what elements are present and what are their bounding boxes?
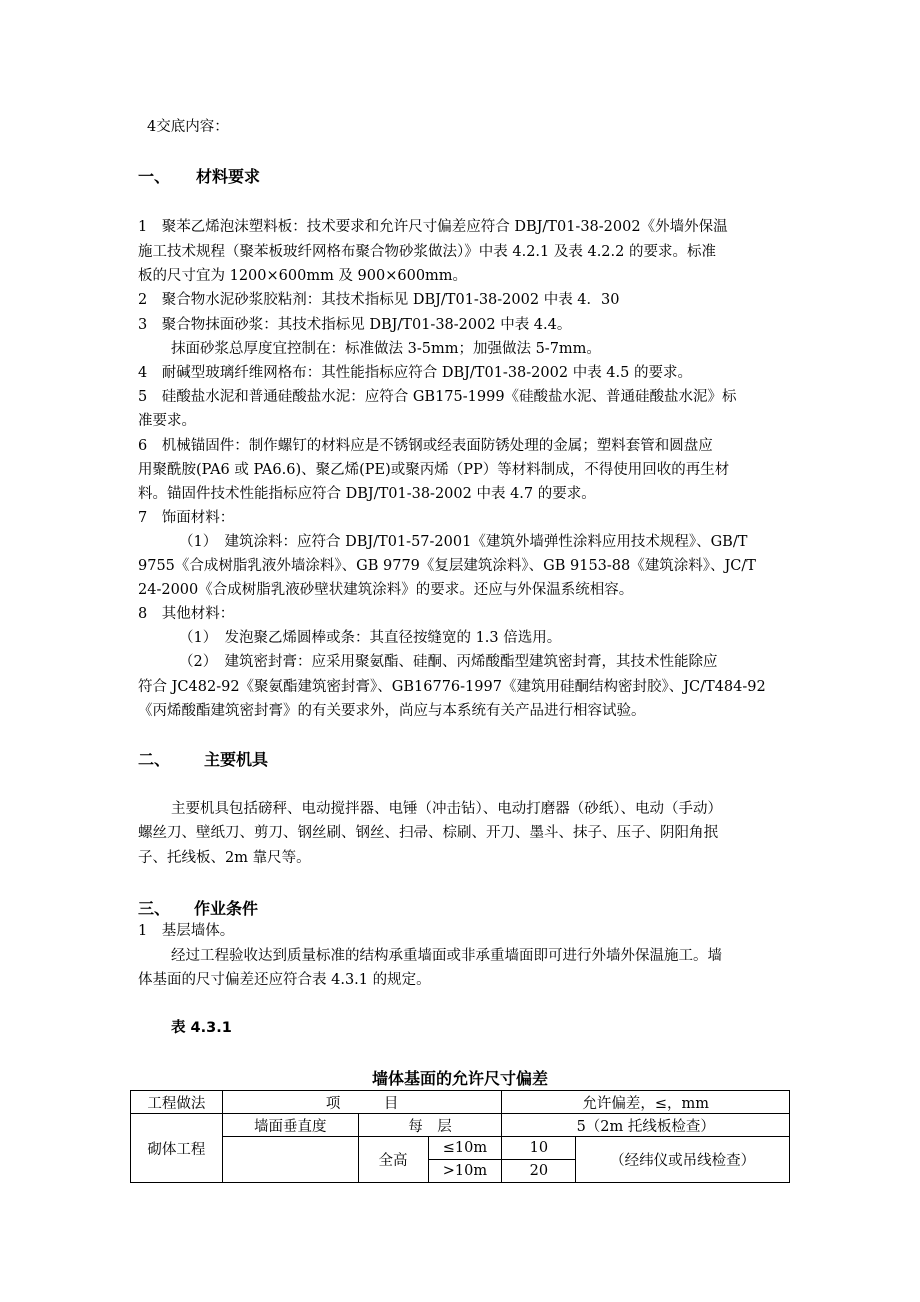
paragraph-line: 24-2000《合成树脂乳液砂壁状建筑涂料》的要求。还应与外保温系统相容。 bbox=[138, 582, 634, 598]
section-2-number: 二、 bbox=[138, 750, 171, 769]
cell-scope: 每 层 bbox=[358, 1114, 502, 1137]
table-row bbox=[131, 1114, 790, 1137]
paragraph-line: 料。锚固件技术性能指标应符合 DBJ/T01-38-2002 中表 4.7 的要求。 bbox=[138, 486, 596, 502]
paragraph-line: 9755《合成树脂乳液外墙涂料》、GB 9779《复层建筑涂料》、GB 9153-88《建筑涂料》、JC/T bbox=[138, 558, 756, 574]
paragraph-line: 7 饰面材料： bbox=[138, 510, 235, 526]
paragraph-line: 5 硅酸盐水泥和普通硅酸盐水泥：应符合 GB175-1999《硅酸盐水泥、普通硅酸盐水泥》标 bbox=[138, 389, 737, 405]
cell-item: 墙面垂直度 bbox=[222, 1114, 358, 1137]
paragraph-line: （1） 发泡聚乙烯圆棒或条：其直径按缝宽的 1.3 倍选用。 bbox=[179, 630, 562, 646]
cell-value: 20 bbox=[502, 1160, 576, 1183]
section-3-number: 三、 bbox=[138, 899, 171, 918]
paragraph-line: 2 聚合物水泥砂浆胶粘剂：其技术指标见 DBJ/T01-38-2002 中表 4．30 bbox=[138, 292, 620, 308]
paragraph-line: 《丙烯酸酯建筑密封膏》的有关要求外，尚应与本系统有关产品进行相容试验。 bbox=[138, 703, 646, 719]
paragraph-line: 用聚酰胺(PA6 或 PA6.6)、聚乙烯(PE)或聚丙烯（PP）等材料制成，不得使用回收的再生材 bbox=[138, 462, 730, 478]
table-title: 墙体基面的允许尺寸偏差 bbox=[371, 1069, 548, 1088]
paragraph-line: 准要求。 bbox=[138, 413, 196, 429]
section-2-title: 主要机具 bbox=[204, 750, 269, 769]
table-label: 表 4.3.1 bbox=[171, 1020, 232, 1036]
paragraph-line: 1 聚苯乙烯泡沫塑料板：技术要求和允许尺寸偏差应符合 DBJ/T01-38-2002《外墙外保温 bbox=[138, 219, 728, 235]
section-1-number: 一、 bbox=[138, 167, 171, 186]
cell-condition: ≤10m bbox=[428, 1137, 502, 1160]
paragraph-line: 抹面砂浆总厚度宜控制在：标准做法 3-5mm；加强做法 5-7mm。 bbox=[171, 341, 601, 357]
cell-scope: 全高 bbox=[358, 1137, 428, 1183]
paragraph-line: 施工技术规程（聚苯板玻纤网格布聚合物砂浆做法）》中表 4.2.1 及表 4.2.2 的要求。标准 bbox=[138, 244, 716, 260]
paragraph-line: 子、托线板、2m 靠尺等。 bbox=[138, 850, 311, 866]
paragraph-line: 体基面的尺寸偏差还应符合表 4.3.1 的规定。 bbox=[138, 972, 431, 988]
header-tolerance: 允许偏差，≤，mm bbox=[502, 1091, 790, 1114]
paragraph-line: 1 基层墙体。 bbox=[138, 923, 235, 939]
cell-condition: >10m bbox=[428, 1160, 502, 1183]
paragraph-line: （1） 建筑涂料：应符合 DBJ/T01-57-2001《建筑外墙弹性涂料应用技术规程》、GB/T bbox=[179, 534, 748, 550]
cell-item-empty bbox=[222, 1137, 358, 1183]
section-1-title: 材料要求 bbox=[196, 167, 261, 186]
cell-note: （经纬仪或吊线检查） bbox=[576, 1137, 790, 1183]
cell-tolerance: 5（2m 托线板检查） bbox=[502, 1114, 790, 1137]
table-header-row bbox=[131, 1091, 790, 1114]
tolerance-table bbox=[130, 1090, 790, 1183]
cell-method: 砌体工程 bbox=[131, 1114, 223, 1183]
paragraph-line: 主要机具包括磅秤、电动搅拌器、电锤（冲击钻）、电动打磨器（砂纸）、电动（手动） bbox=[171, 801, 722, 817]
paragraph-line: 3 聚合物抹面砂浆：其技术指标见 DBJ/T01-38-2002 中表 4.4。 bbox=[138, 317, 572, 333]
cell-value: 10 bbox=[502, 1137, 576, 1160]
header-method: 工程做法 bbox=[131, 1091, 223, 1114]
header-item: 项 目 bbox=[222, 1091, 502, 1114]
paragraph-line: 4 耐碱型玻璃纤维网格布：其性能指标应符合 DBJ/T01-38-2002 中表 4.5 的要求。 bbox=[138, 365, 692, 381]
paragraph-line: 螺丝刀、壁纸刀、剪刀、钢丝刷、钢丝、扫帚、棕刷、开刀、墨斗、抹子、压子、阴阳角抿 bbox=[138, 825, 718, 841]
table-row bbox=[131, 1137, 790, 1160]
paragraph-line: 经过工程验收达到质量标准的结构承重墙面或非承重墙面即可进行外墙外保温施工。墙 bbox=[171, 948, 722, 964]
intro-heading: 4交底内容： bbox=[147, 119, 229, 135]
paragraph-line: （2） 建筑密封膏：应采用聚氨酯、硅酮、丙烯酸酯型建筑密封膏，其技术性能除应 bbox=[179, 654, 718, 670]
paragraph-line: 符合 JC482-92《聚氨酯建筑密封膏》、GB16776-1997《建筑用硅酮结构密封胶》、JC/T484-92 bbox=[138, 679, 766, 695]
paragraph-line: 8 其他材料： bbox=[138, 606, 235, 622]
paragraph-line: 板的尺寸宜为 1200×600mm 及 900×600mm。 bbox=[138, 268, 468, 284]
section-3-title: 作业条件 bbox=[194, 899, 259, 918]
paragraph-line: 6 机械锚固件：制作螺钉的材料应是不锈钢或经表面防锈处理的金属；塑料套管和圆盘应 bbox=[138, 438, 713, 454]
